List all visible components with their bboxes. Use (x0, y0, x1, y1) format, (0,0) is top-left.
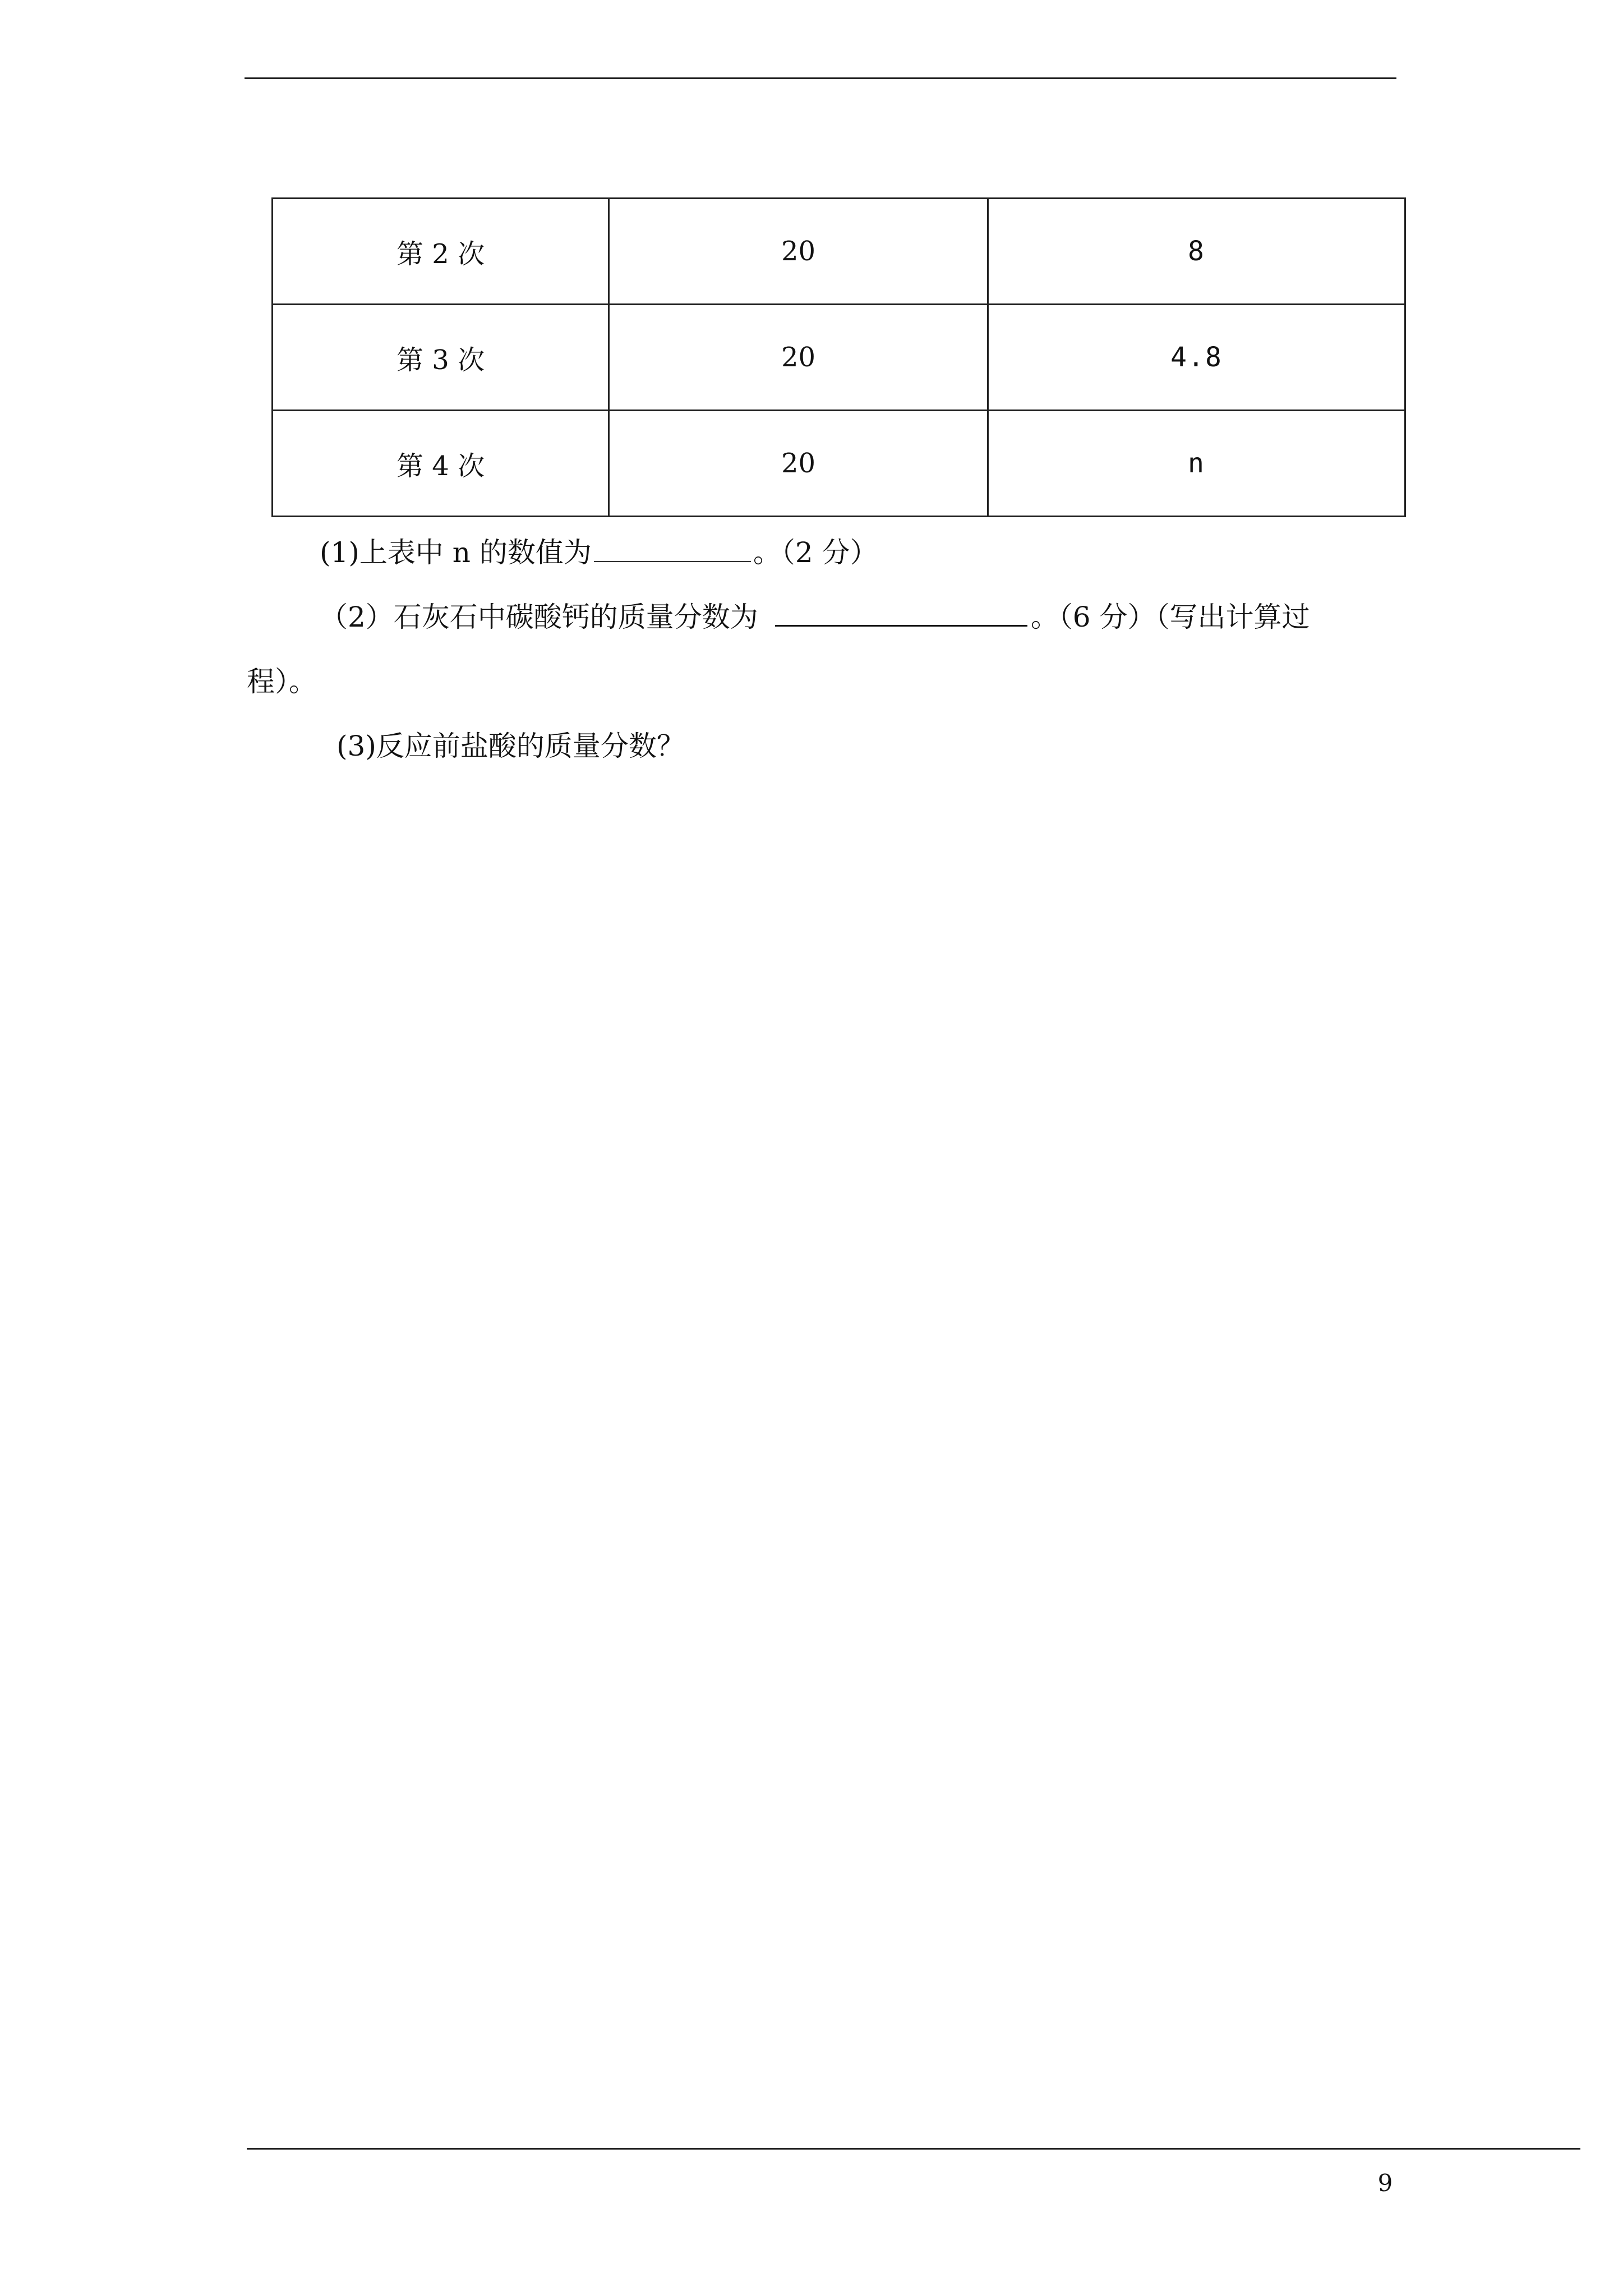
question-2-continuation-text: 程）。 (247, 665, 317, 698)
question-2-points: 。（6 分）（写出计算过 (1030, 601, 1310, 633)
question-1-text: (1)上表中 n 的数值为 (320, 536, 592, 569)
table-row (273, 411, 1405, 517)
table-row (273, 305, 1405, 411)
answer-blank-2[interactable] (775, 602, 1027, 627)
question-1 (320, 533, 878, 572)
table-cell-value: 20 (609, 199, 988, 305)
data-table (271, 197, 1406, 517)
table-cell-value: 20 (609, 411, 988, 517)
answer-blank-1[interactable] (594, 539, 751, 562)
table-cell-value: 8 (988, 199, 1405, 305)
question-2-text: （2）石灰石中碳酸钙的质量分数为 (320, 601, 758, 633)
table-cell-label: 第 3 次 (273, 305, 609, 411)
table-cell-value: n (988, 411, 1405, 517)
question-2 (320, 597, 1385, 637)
page-number: 9 (1377, 2169, 1393, 2197)
table-cell-label: 第 4 次 (273, 411, 609, 517)
question-2-continuation (247, 662, 317, 701)
table-cell-label: 第 2 次 (273, 199, 609, 305)
table-cell-value: 4.8 (988, 305, 1405, 411)
footer-rule (247, 2148, 1580, 2150)
question-3-text: (3)反应前盐酸的质量分数？ (336, 730, 685, 762)
question-3 (336, 726, 685, 766)
table-cell-value: 20 (609, 305, 988, 411)
question-1-points: 。（2 分） (753, 536, 878, 569)
table-row (273, 199, 1405, 305)
header-rule (245, 77, 1396, 79)
